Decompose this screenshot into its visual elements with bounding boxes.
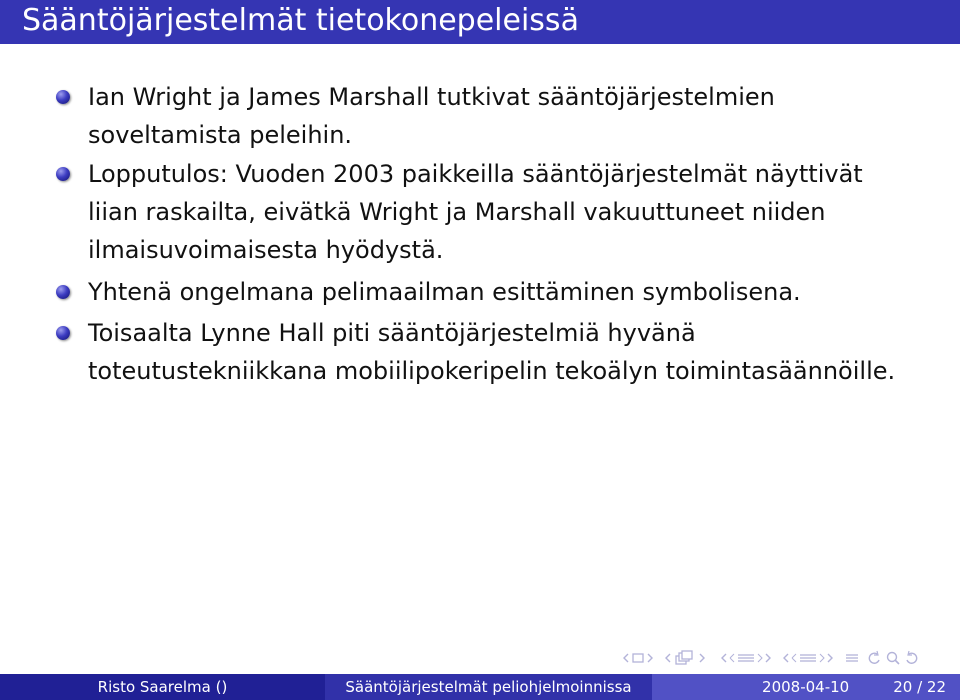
bullet-ball-icon [56,90,70,104]
subsection-nav-icon[interactable] [720,651,774,665]
footer-date: 2008-04-10 [762,678,850,696]
footer-page-number: 20 / 22 [893,678,946,696]
footer-short-title: Sääntöjärjestelmät peliohjelmoinnissa [325,674,652,700]
bullet-item [88,314,895,390]
frame-nav-icon[interactable] [664,650,712,666]
bullet-text-line: soveltamista peleihin. [88,121,353,149]
bullet-item [88,273,801,311]
bullet-text-line: Ian Wright ja James Marshall tutkivat sääntöjärjestelmien [88,83,775,111]
align-icon[interactable] [844,651,860,665]
slide-nav-icon[interactable] [622,651,656,665]
bullet-ball-icon [56,285,70,299]
bullet-text-line: toteutustekniikkana mobiilipokeripelin tekoälyn toimintasäännöille. [88,357,896,385]
section-nav-icon[interactable] [782,651,836,665]
bullet-text-line: ilmaisuvoimaisesta hyödystä. [88,236,444,264]
bullet-text-line: Yhtenä ongelmana pelimaailman esittäminen symbolisena. [88,278,801,306]
bullet-item [88,155,863,269]
footer-right-section [652,674,960,700]
bullet-text-line: Lopputulos: Vuoden 2003 paikkeilla sääntöjärjestelmät näyttivät [88,160,863,188]
bullet-ball-icon [56,326,70,340]
slide-title: Sääntöjärjestelmät tietokonepeleissä [22,3,579,38]
footer-bar [0,674,960,700]
bullet-ball-icon [56,167,70,181]
bullet-item [88,78,775,154]
footer-author: Risto Saarelma () [0,674,325,700]
search-back-forward-icon[interactable] [868,650,920,666]
beamer-navigation-bar [622,647,952,669]
bullet-text-line: liian raskailta, eivätkä Wright ja Marshall vakuuttuneet niiden [88,198,826,226]
bullet-text-line: Toisaalta Lynne Hall piti sääntöjärjestelmiä hyvänä [88,319,696,347]
